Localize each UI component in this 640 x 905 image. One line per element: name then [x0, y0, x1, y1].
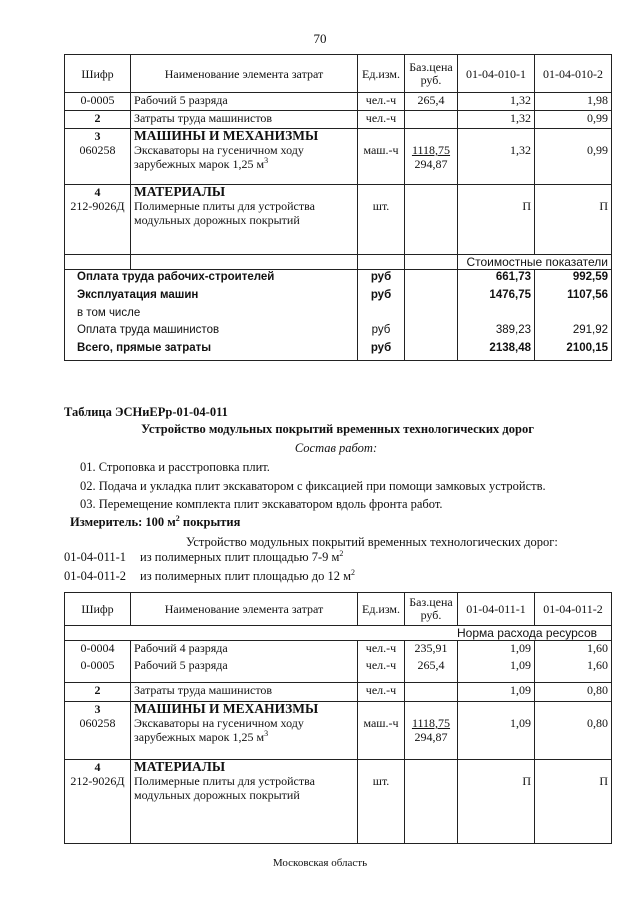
summary-value-2: 291,92: [535, 323, 612, 341]
row-price: [405, 683, 458, 702]
row-name-line1: Полимерные плиты для устройства: [134, 199, 315, 213]
row-code: 0-0004: [65, 641, 131, 658]
row-group-number: 4: [94, 185, 101, 199]
cost-label-spacer: [405, 255, 458, 270]
resource-table-1: [64, 54, 612, 361]
header-price-line2: руб.: [420, 608, 442, 622]
row-unit: чел.-ч: [358, 658, 405, 683]
norm-label: Норма расхода ресурсов: [65, 626, 612, 641]
row-price: [405, 185, 458, 255]
norm-label-row: [65, 626, 612, 641]
summary-unit: руб: [358, 288, 405, 306]
row-code: 2: [65, 683, 131, 702]
row-group-number: 3: [94, 702, 101, 716]
row-group-title: МАТЕРИАЛЫ: [134, 759, 226, 774]
row-price: 235,91: [405, 641, 458, 658]
summary-name: Эксплуатация машин: [65, 288, 358, 306]
row-price: [405, 129, 458, 185]
table-header-row: [65, 593, 612, 626]
table-row: [65, 683, 612, 702]
row-value-2: 0,80: [535, 683, 612, 702]
row-name: [131, 129, 358, 185]
row-group-title: МАШИНЫ И МЕХАНИЗМЫ: [134, 701, 319, 716]
header-price-line2: руб.: [420, 72, 442, 87]
table-row: [65, 760, 612, 844]
row-name-line2: модульных дорожных покрытий: [134, 788, 300, 802]
row-value-1: 1,09: [458, 641, 535, 658]
row-value-1: 1,32: [458, 129, 535, 185]
summary-unit: руб: [358, 341, 405, 361]
work-item-1: 01. Строповка и расстроповка плит.: [80, 460, 270, 474]
row-value-2: П: [535, 760, 612, 844]
row-unit: чел.-ч: [358, 683, 405, 702]
row-name: [131, 760, 358, 844]
header-name: Наименование элемента затрат: [131, 55, 358, 93]
table-header-row: [65, 55, 612, 93]
summary-value-1: 661,73: [458, 270, 535, 288]
row-value-2: 1,98: [535, 93, 612, 111]
footer-region: Московская область: [272, 857, 368, 869]
row-price: 265,4: [405, 93, 458, 111]
header-code: Шифр: [65, 55, 131, 93]
row-price-line1: 1118,75: [411, 716, 451, 730]
summary-unit: руб: [358, 323, 405, 341]
header-price: [405, 55, 458, 93]
header-code: Шифр: [65, 593, 131, 626]
summary-name: Оплата труда рабочих-строителей: [65, 270, 358, 288]
header-unit: Ед.изм.: [358, 593, 405, 626]
page-number: 70: [313, 31, 327, 46]
summary-price: [405, 323, 458, 341]
summary-name: Оплата труда машинистов: [65, 323, 358, 341]
summary-value-2: 1107,56: [535, 288, 612, 306]
row-value-2: 0,99: [535, 129, 612, 185]
section-title: Устройство модульных покрытий временных технологических дорог: [141, 422, 534, 436]
summary-price: [405, 270, 458, 288]
table-row: [65, 111, 612, 129]
summary-row: [65, 288, 612, 306]
row-name-line1: Полимерные плиты для устройства: [134, 774, 315, 788]
summary-value-2: 2100,15: [535, 341, 612, 361]
row-name-line1: Экскаваторы на гусеничном ходу: [134, 143, 304, 157]
row-resource-code: 060258: [79, 716, 116, 730]
row-unit: маш.-ч: [358, 129, 405, 185]
row-name: Затраты труда машинистов: [131, 683, 358, 702]
row-value-1: 1,09: [458, 702, 535, 760]
header-col2: 01-04-010-2: [535, 55, 612, 93]
row-price: [405, 111, 458, 129]
row-code: [65, 702, 131, 760]
row-unit: шт.: [358, 760, 405, 844]
header-col1: 01-04-010-1: [458, 55, 535, 93]
meter-label: Измеритель: 100 $м^2$ покрытия: [70, 513, 241, 529]
row-code: 2: [65, 111, 131, 129]
row-group-number: 3: [94, 129, 101, 143]
summary-value-1: 389,23: [458, 323, 535, 341]
table-row: [65, 129, 612, 185]
row-name-line2: зарубежных марок 1,25 $м^3$: [134, 156, 269, 171]
row-price-line2: 294,87: [414, 730, 448, 744]
row-price-line2: 294,87: [414, 157, 448, 171]
header-price: [405, 593, 458, 626]
summary-value-1: 2138,48: [458, 341, 535, 361]
table-row: [65, 185, 612, 255]
variant-text-1: из полимерных плит площадью 7-9 $м^2$: [140, 548, 344, 564]
summary-name: Всего, прямые затраты: [65, 341, 358, 361]
row-unit: чел.-ч: [358, 641, 405, 658]
cost-indicators-label: Стоимостные показатели: [458, 255, 612, 270]
row-value-2: 0,80: [535, 702, 612, 760]
header-name: Наименование элемента затрат: [131, 593, 358, 626]
row-resource-code: 212-9026Д: [70, 774, 125, 788]
row-group-title: МАТЕРИАЛЫ: [134, 184, 226, 199]
header-unit: Ед.изм.: [358, 55, 405, 93]
resource-table-2: [64, 592, 612, 844]
row-name-line2: модульных дорожных покрытий: [134, 213, 300, 227]
row-name: Затраты труда машинистов: [131, 111, 358, 129]
row-code: 0-0005: [65, 658, 131, 683]
row-resource-code: 212-9026Д: [70, 199, 125, 213]
cost-label-spacer: [65, 255, 131, 270]
row-value-2: 1,60: [535, 658, 612, 683]
row-unit: чел.-ч: [358, 93, 405, 111]
summary-row: [65, 306, 612, 323]
summary-unit: руб: [358, 270, 405, 288]
row-value-1: 1,09: [458, 683, 535, 702]
row-code: 0-0005: [65, 93, 131, 111]
work-item-3: 03. Перемещение комплекта плит экскаватором вдоль фронта работ.: [80, 497, 443, 511]
row-name-line1: Экскаваторы на гусеничном ходу: [134, 716, 304, 730]
cost-label-spacer: [358, 255, 405, 270]
cost-label-row: [65, 255, 612, 270]
summary-price: [405, 341, 458, 361]
summary-row: [65, 323, 612, 341]
row-unit: маш.-ч: [358, 702, 405, 760]
row-name: Рабочий 4 разряда: [131, 641, 358, 658]
variant-code-2: 01-04-011-2: [64, 569, 127, 583]
row-value-1: П: [458, 760, 535, 844]
row-price: [405, 702, 458, 760]
row-price: [405, 760, 458, 844]
row-value-2: 0,99: [535, 111, 612, 129]
table-row: [65, 641, 612, 658]
row-value-2: П: [535, 185, 612, 255]
summary-value-1: [458, 306, 535, 323]
header-price-line1: Баз.цена: [409, 59, 453, 74]
row-group-title: МАШИНЫ И МЕХАНИЗМЫ: [134, 128, 319, 143]
variant-code-1: 01-04-011-1: [64, 550, 127, 564]
row-name: Рабочий 5 разряда: [131, 658, 358, 683]
row-price-line1: 1118,75: [411, 143, 451, 157]
summary-value-2: 992,59: [535, 270, 612, 288]
row-value-1: П: [458, 185, 535, 255]
row-code: [65, 129, 131, 185]
header-col2: 01-04-011-2: [535, 593, 612, 626]
cost-label-spacer: [131, 255, 358, 270]
summary-value-1: 1476,75: [458, 288, 535, 306]
row-name-line2: зарубежных марок 1,25 $м^3$: [134, 729, 269, 744]
summary-row: [65, 270, 612, 288]
table-id: Таблица ЭСНиЕРр-01-04-011: [64, 405, 228, 419]
row-code: [65, 185, 131, 255]
row-name: [131, 185, 358, 255]
header-price-line1: Баз.цена: [409, 595, 453, 609]
row-unit: чел.-ч: [358, 111, 405, 129]
summary-unit: [358, 306, 405, 323]
row-value-2: 1,60: [535, 641, 612, 658]
variant-text-2: из полимерных плит площадью до 12 $м^2$: [140, 567, 355, 583]
table-row: [65, 93, 612, 111]
row-group-number: 4: [94, 760, 101, 774]
summary-row: [65, 341, 612, 361]
table-row: [65, 702, 612, 760]
row-value-1: 1,32: [458, 111, 535, 129]
summary-price: [405, 306, 458, 323]
row-name: Рабочий 5 разряда: [131, 93, 358, 111]
variants-intro: Устройство модульных покрытий временных технологических дорог:: [186, 535, 558, 549]
row-price: 265,4: [405, 658, 458, 683]
work-item-2: 02. Подача и укладка плит экскаватором с фиксацией при помощи замковых устройств.: [80, 479, 546, 493]
summary-value-2: [535, 306, 612, 323]
summary-price: [405, 288, 458, 306]
row-name: [131, 702, 358, 760]
row-resource-code: 060258: [79, 143, 116, 157]
row-code: [65, 760, 131, 844]
summary-name: в том числе: [65, 306, 358, 323]
table-row: [65, 658, 612, 683]
row-value-1: 1,32: [458, 93, 535, 111]
works-title: Состав работ:: [294, 441, 378, 455]
row-value-1: 1,09: [458, 658, 535, 683]
row-unit: шт.: [358, 185, 405, 255]
header-col1: 01-04-011-1: [458, 593, 535, 626]
